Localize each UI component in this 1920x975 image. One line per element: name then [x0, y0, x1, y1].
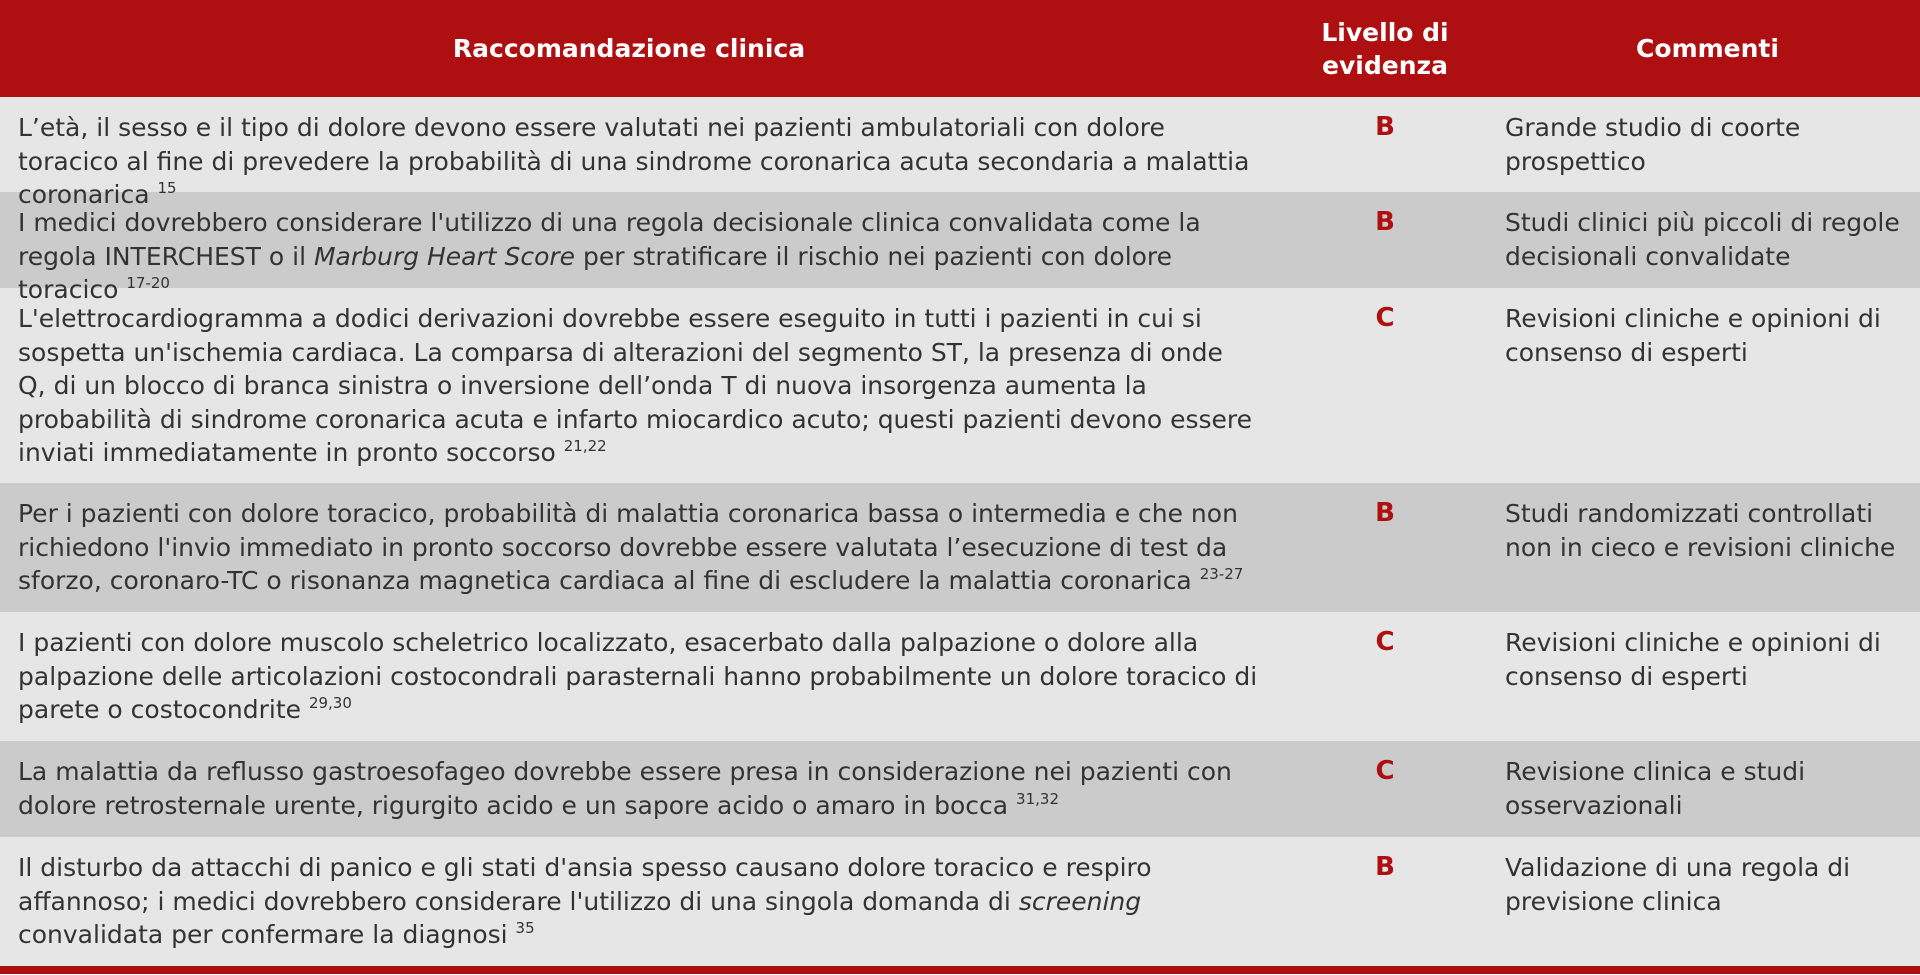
recommendation-cell [0, 497, 1280, 612]
recommendation-cell [0, 626, 1280, 741]
recommendation-text: L’età, il sesso e il tipo di dolore devono essere valutati nei pazienti ambulatoriali con dolore toracico al fine di prevedere la probabilità di una sindrome coronarica acuta secondaria a malattia coronarica [18, 113, 1250, 210]
table-row [0, 192, 1920, 305]
recommendation-cell [0, 755, 1280, 837]
reference-number: 17-20 [126, 274, 170, 293]
evidence-level: B [1375, 207, 1395, 237]
evidence-level: B [1375, 112, 1395, 142]
table-row [0, 612, 1920, 741]
recommendation-italic-term: Marburg Heart Score [313, 241, 576, 271]
table-header [0, 0, 1920, 97]
table-row [0, 483, 1920, 612]
evidence-level: C [1375, 303, 1395, 333]
recommendation-text-part2: per stratificare il rischio nei pazienti con dolore toracico [18, 241, 1173, 305]
recommendation-cell [0, 111, 1280, 210]
table-row [0, 741, 1920, 837]
recommendation-cell [0, 206, 1280, 305]
comment-cell: Validazione di una regola di previsione clinica [1505, 853, 1851, 916]
reference-number: 23-27 [1199, 565, 1244, 584]
recommendation-text: L'elettrocardiogramma a dodici derivazioni dovrebbe essere eseguito in tutti i pazienti in cui si sospetta un'ischemia cardiaca. La comparsa di alterazioni del segmento ST, la presenza di onde Q, di un blocco di branca sinistra o inversione dell’onda T di nuova insorgenza aumenta la probabilità di sindrome coronarica acuta e infarto miocardico acuto; questi pazienti devono essere inviati immediatamente in pronto soccorso [18, 304, 1253, 468]
table-bottom-rule [0, 966, 1920, 974]
header-comments: Commenti [1636, 34, 1779, 63]
recommendation-cell [0, 302, 1280, 483]
recommendation-text-part1: I medici dovrebbero considerare l'utilizzo di una regola decisionale clinica convalidata come la regola INTERCHEST o il [18, 208, 1201, 271]
header-evidence-level [1280, 16, 1490, 82]
evidence-level: B [1375, 852, 1395, 882]
recommendation-text: Per i pazienti con dolore toracico, probabilità di malattia coronarica bassa o intermedia e che non richiedono l'invio immediato in pronto soccorso dovrebbe essere valutata l’esecuzione di test da sforzo, coronaro-TC o risonanza magnetica cardiaca al fine di escludere la malattia coronarica [18, 499, 1238, 596]
comment-cell: Revisione clinica e studi osservazionali [1505, 757, 1806, 820]
header-evidence-line1: Livello di [1321, 17, 1449, 47]
reference-number: 21,22 [563, 437, 607, 456]
recommendation-cell [0, 851, 1280, 966]
reference-number: 31,32 [1016, 789, 1059, 808]
comment-cell: Revisioni cliniche e opinioni di consenso di esperti [1505, 304, 1881, 367]
table-row [0, 97, 1920, 210]
evidence-level: B [1375, 498, 1395, 528]
header-evidence-line2: evidenza [1322, 50, 1448, 80]
recommendation-text-part1: Il disturbo da attacchi di panico e gli stati d'ansia spesso causano dolore toracico e respiro affannoso; i medici dovrebbero considerare l'utilizzo di una singola domanda di [18, 853, 1152, 916]
evidence-level: C [1375, 627, 1395, 657]
header-recommendation: Raccomandazione clinica [452, 34, 806, 63]
recommendation-text: La malattia da reflusso gastroesofageo dovrebbe essere presa in considerazione nei pazienti con dolore retrosternale urente, rigurgito acido e un sapore acido o amaro in bocca [18, 757, 1232, 820]
recommendation-text-part2: convalidata per confermare la diagnosi [18, 920, 508, 950]
evidence-level: C [1375, 756, 1395, 786]
table-row [0, 288, 1920, 483]
table-row [0, 837, 1920, 966]
comment-cell: Grande studio di coorte prospettico [1505, 113, 1801, 176]
recommendation-italic-term: screening [1018, 886, 1142, 916]
comment-cell: Studi randomizzati controllati non in cieco e revisioni cliniche [1505, 499, 1896, 562]
comment-cell: Revisioni cliniche e opinioni di consenso di esperti [1505, 628, 1881, 691]
reference-number: 35 [515, 919, 535, 938]
recommendation-text: I pazienti con dolore muscolo scheletrico localizzato, esacerbato dalla palpazione o dolore alla palpazione delle articolazioni costocondrali parasternali hanno probabilmente un dolore toracico di parete o costocondrite [18, 628, 1258, 725]
reference-number: 29,30 [308, 694, 352, 713]
reference-number: 15 [157, 179, 177, 198]
comment-cell: Studi clinici più piccoli di regole decisionali convalidate [1505, 208, 1900, 271]
